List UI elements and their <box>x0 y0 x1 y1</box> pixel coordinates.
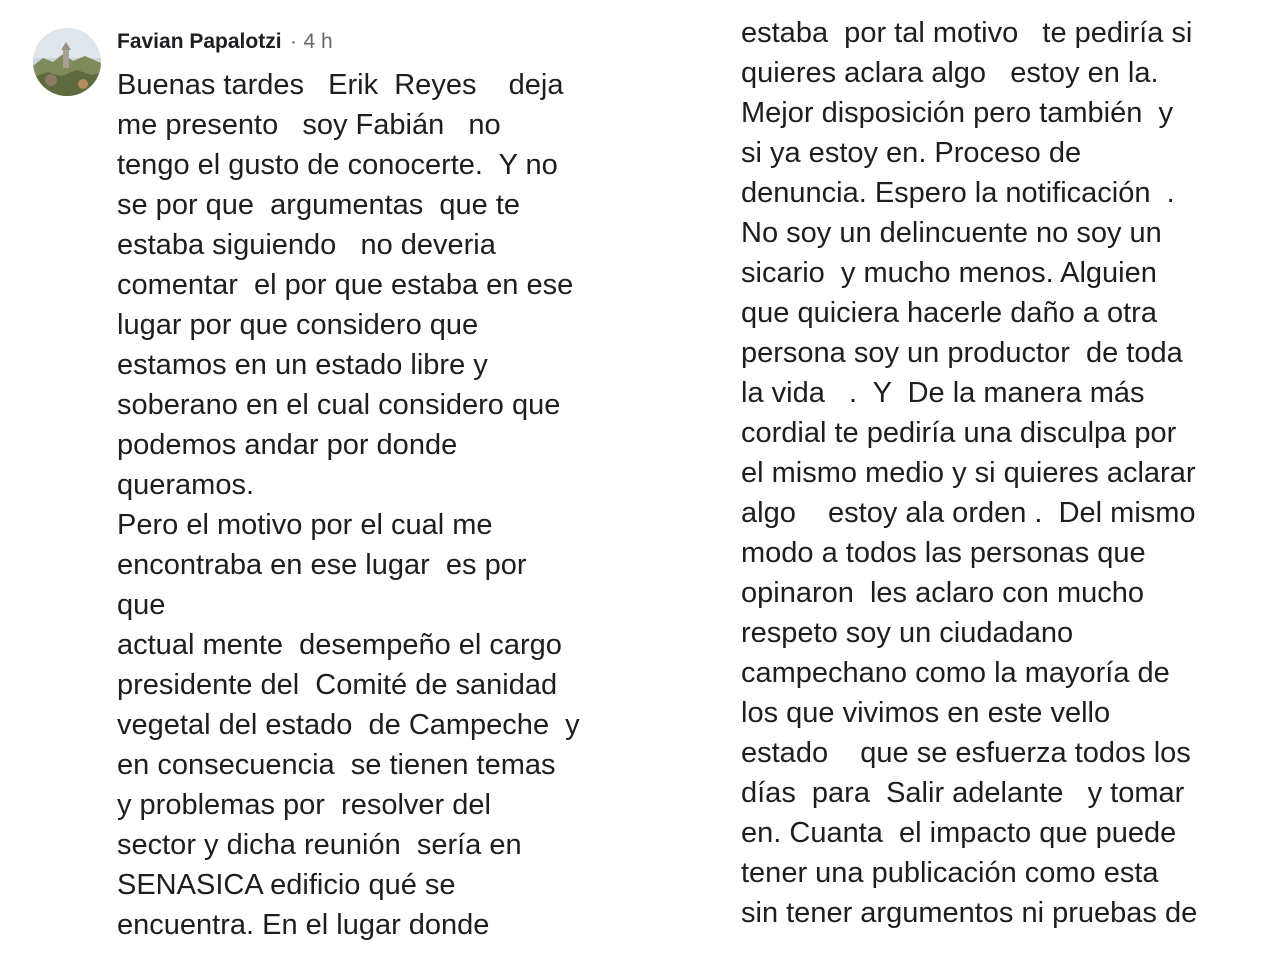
comment-text-line: Mejor disposición pero también y <box>741 97 1173 129</box>
comment-body-right <box>741 13 1197 933</box>
author-avatar[interactable] <box>33 28 101 96</box>
comment-text-line: se por que argumentas que te <box>117 189 521 221</box>
comment-text-line: en consecuencia se tienen temas <box>117 749 556 781</box>
comment-text-line: denuncia. Espero la notificación . <box>741 177 1175 209</box>
comment-text-line: Pero el motivo por el cual me <box>117 509 493 541</box>
comment-text-line: y problemas por resolver del <box>117 789 491 821</box>
comment-text-line: sicario y mucho menos. Alguien <box>741 257 1157 289</box>
comment-text-line: podemos andar por donde <box>117 429 458 461</box>
comment-text-line: sin tener argumentos ni pruebas de <box>741 897 1198 929</box>
comment-text-line: lugar por que considero que <box>117 309 479 341</box>
comment-text-line: campechano como la mayoría de <box>741 657 1170 689</box>
comment-header <box>117 29 333 55</box>
comment-text-line: algo estoy ala orden . Del mismo <box>741 497 1196 529</box>
author-name[interactable]: Favian Papalotzi <box>117 30 282 53</box>
comment-text-line: los que vivimos en este vello <box>741 697 1111 729</box>
comment-text-line: persona soy un productor de toda <box>741 337 1183 369</box>
comment-text-line: sector y dicha reunión sería en <box>117 829 522 861</box>
comment-text-line: soberano en el cual considero que <box>117 389 561 421</box>
comment-body-left <box>117 65 580 945</box>
comment-text-line: estado que se esfuerza todos los <box>741 737 1191 769</box>
comment-text-line: encontraba en ese lugar es por <box>117 549 527 581</box>
comment-text-line: días para Salir adelante y tomar <box>741 777 1185 809</box>
comment-text-line: actual mente desempeño el cargo <box>117 629 562 661</box>
comment-right-panel <box>640 0 1280 946</box>
comment-text-line: tener una publicación como esta <box>741 857 1159 889</box>
comment-text-line: estaba siguiendo no deveria <box>117 229 496 261</box>
comment-text-line: estaba por tal motivo te pediría si <box>741 17 1193 49</box>
comment-text-line: que quiciera hacerle daño a otra <box>741 297 1157 329</box>
comment-text-line: tengo el gusto de conocerte. Y no <box>117 149 558 181</box>
comment-text-line: quieres aclara algo estoy en la. <box>741 57 1159 89</box>
comment-text-line: opinaron les aclaro con mucho <box>741 577 1145 609</box>
comment-text-line: No soy un delincuente no soy un <box>741 217 1162 249</box>
comment-text-line: estamos en un estado libre y <box>117 349 488 381</box>
comment-text-line: me presento soy Fabián no <box>117 109 501 141</box>
comment-text-line: que <box>117 589 166 621</box>
comment-text-line: modo a todos las personas que <box>741 537 1146 569</box>
comment-text-line: vegetal del estado de Campeche y <box>117 709 580 741</box>
comment-timestamp[interactable]: 4 h <box>303 30 333 53</box>
comment-text-line: en. Cuanta el impacto que puede <box>741 817 1177 849</box>
comment-text-line: presidente del Comité de sanidad <box>117 669 558 701</box>
comment-text-line: SENASICA edificio qué se <box>117 869 456 901</box>
comment-text-line: el mismo medio y si quieres aclarar <box>741 457 1196 489</box>
comment-text-line: si ya estoy en. Proceso de <box>741 137 1082 169</box>
comment-text-line: la vida . Y De la manera más <box>741 377 1145 409</box>
comment-text-line: encuentra. En el lugar donde <box>117 909 490 941</box>
comment-text-line: comentar el por que estaba en ese <box>117 269 574 301</box>
meta-separator: · <box>290 30 297 53</box>
comment-text-line: queramos. <box>117 469 255 501</box>
comment-text-line: respeto soy un ciudadano <box>741 617 1074 649</box>
comment-text-line: cordial te pediría una disculpa por <box>741 417 1177 449</box>
comment-text-line: Buenas tardes Erik Reyes deja <box>117 69 564 101</box>
avatar-photo-icon <box>33 28 101 96</box>
